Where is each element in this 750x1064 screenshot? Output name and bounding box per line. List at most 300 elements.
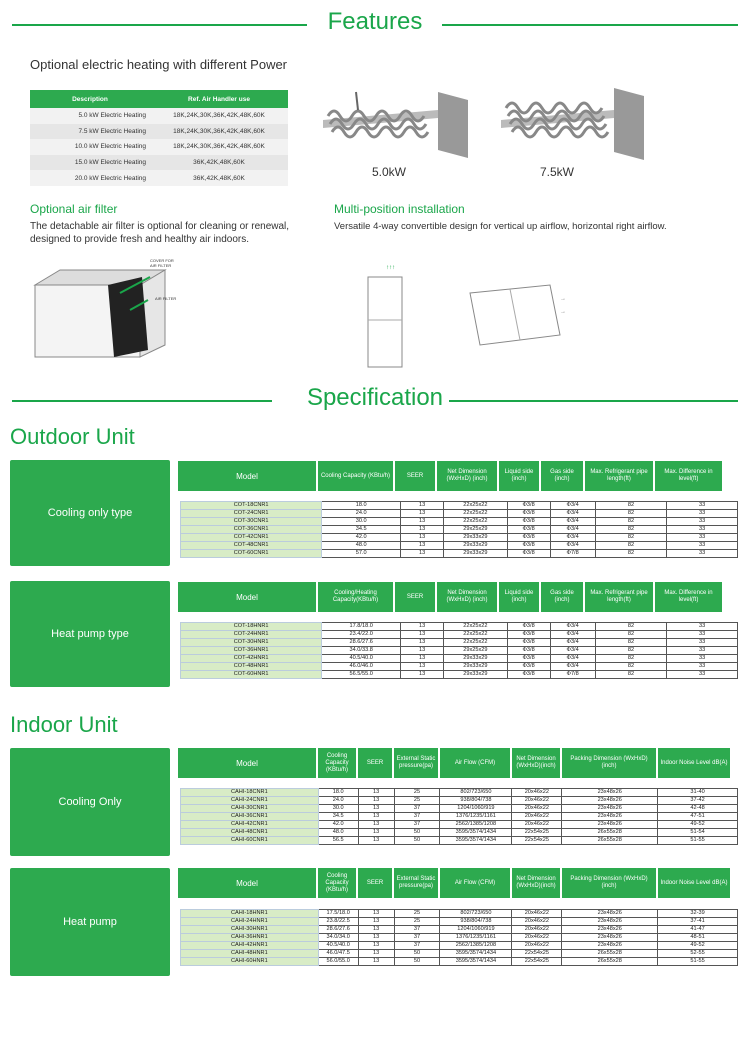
heater-label-7-5kw: 7.5kW	[540, 165, 575, 179]
model-cell: COT-42CNR1	[181, 534, 322, 542]
table-cell: 33	[667, 518, 738, 526]
outdoor-heat-header	[178, 582, 738, 612]
model-cell: CAHI-36CNR1	[181, 813, 319, 821]
table-cell: 22x25x22	[444, 510, 507, 518]
table-cell: 48.0	[322, 542, 401, 550]
table-cell: 41-47	[658, 926, 738, 934]
table-cell: 37	[394, 813, 440, 821]
table-cell: 29x33x29	[444, 534, 507, 542]
table-row	[181, 550, 738, 558]
table-cell: 17.8/18.0	[322, 623, 401, 631]
table-cell: 22x25x22	[444, 623, 507, 631]
table-row	[181, 918, 738, 926]
model-cell: CAHI-24HNR1	[181, 918, 319, 926]
table-row	[181, 958, 738, 966]
table-cell: 47-51	[658, 813, 738, 821]
installation-diagram	[360, 255, 590, 375]
filter-heading: Optional air filter	[30, 202, 118, 216]
table-cell: Φ3/4	[550, 655, 595, 663]
table-cell: 33	[667, 526, 738, 534]
table-cell: 13	[358, 797, 394, 805]
table-cell: 23x48x26	[562, 805, 658, 813]
table-cell: 1376/1235/1161	[440, 813, 512, 821]
table-cell: 82	[595, 663, 667, 671]
table-cell: Φ3/4	[550, 542, 595, 550]
table-cell: 22x25x22	[444, 502, 507, 510]
model-cell: CAHI-30CNR1	[181, 805, 319, 813]
table-cell: Φ3/4	[550, 663, 595, 671]
column-header: Max. Refrigerant pipe length(ft)	[585, 582, 653, 612]
table-cell: 25	[394, 910, 440, 918]
table-cell: Φ3/8	[507, 639, 550, 647]
model-cell: COT-30CNR1	[181, 518, 322, 526]
table-cell: 25	[394, 789, 440, 797]
table-cell: 13	[401, 647, 444, 655]
table-cell: Φ3/4	[550, 623, 595, 631]
table-cell: 26x55x28	[562, 837, 658, 845]
table-cell: 82	[595, 510, 667, 518]
table-cell: 24.0	[318, 797, 358, 805]
table-cell: 57.0	[322, 550, 401, 558]
table-cell: 51-55	[658, 837, 738, 845]
table-cell: Φ3/8	[507, 550, 550, 558]
table-cell: 13	[401, 542, 444, 550]
table-cell: 13	[401, 663, 444, 671]
table-cell: 25	[394, 797, 440, 805]
table-cell: 32-39	[658, 910, 738, 918]
table-cell: 26x55x28	[562, 829, 658, 837]
table-cell: 802/723/650	[440, 789, 512, 797]
table-row	[181, 534, 738, 542]
table-cell: 18K,24K,30K,36K,42K,48K,60K	[150, 139, 288, 155]
table-cell: 802/723/650	[440, 910, 512, 918]
outdoor-heat-label: Heat pump type	[10, 581, 170, 687]
table-row	[181, 934, 738, 942]
table-cell: 37-42	[658, 797, 738, 805]
table-cell: Φ3/8	[507, 655, 550, 663]
column-header: Model	[178, 868, 316, 898]
table-cell: 37	[394, 821, 440, 829]
table-cell: 13	[401, 510, 444, 518]
table-cell: Φ3/4	[550, 502, 595, 510]
table-cell: Φ3/4	[550, 510, 595, 518]
table-row	[181, 631, 738, 639]
table-cell: 33	[667, 534, 738, 542]
column-header: Cooling/Heating Capacity(KBtu/h)	[318, 582, 393, 612]
table-cell: 51-54	[658, 829, 738, 837]
table-cell: 3595/3574/1434	[440, 829, 512, 837]
model-cell: COT-30HNR1	[181, 639, 322, 647]
table-cell: 82	[595, 550, 667, 558]
table-cell: 2562/1385/1208	[440, 942, 512, 950]
column-header: Indoor Noise Level dB(A)	[658, 748, 730, 778]
table-cell: 82	[595, 671, 667, 679]
column-header: Indoor Noise Level dB(A)	[658, 868, 730, 898]
outdoor-heat-table	[180, 622, 738, 679]
table-cell: 29x33x29	[444, 663, 507, 671]
table-cell: 23x48x26	[562, 942, 658, 950]
model-cell: CAHI-42HNR1	[181, 942, 319, 950]
table-cell: 30.0	[318, 805, 358, 813]
indoor-cooling-table	[180, 788, 738, 845]
features-header	[0, 10, 750, 40]
model-cell: COT-48HNR1	[181, 663, 322, 671]
table-cell: 13	[401, 502, 444, 510]
table-cell: 29x33x29	[444, 550, 507, 558]
column-header: Max. Difference in level(ft)	[655, 461, 722, 491]
column-header: Model	[178, 582, 316, 612]
table-cell: 18K,24K,30K,36K,42K,48K,60K	[150, 108, 288, 124]
table-cell: 13	[358, 926, 394, 934]
column-header: Liquid side (inch)	[499, 582, 539, 612]
table-cell: 22x54x25	[512, 837, 562, 845]
table-row	[181, 813, 738, 821]
column-header: Packing Dimension (WxHxD)(inch)	[562, 748, 656, 778]
table-cell: Φ3/8	[507, 623, 550, 631]
table-cell: 29x33x29	[444, 671, 507, 679]
outdoor-cooling-header	[178, 461, 738, 491]
table-header: Description	[30, 90, 150, 108]
table-cell: 13	[358, 821, 394, 829]
model-cell: COT-24CNR1	[181, 510, 322, 518]
column-header: External Static pressure(pa)	[394, 748, 438, 778]
model-cell: COT-60CNR1	[181, 550, 322, 558]
model-cell: COT-24HNR1	[181, 631, 322, 639]
column-header: Gas side (inch)	[541, 582, 583, 612]
table-cell: 33	[667, 550, 738, 558]
table-row	[30, 124, 288, 140]
column-header: SEER	[358, 748, 392, 778]
table-cell: 13	[358, 942, 394, 950]
table-cell: 13	[401, 518, 444, 526]
table-cell: Φ3/8	[507, 510, 550, 518]
table-row	[30, 139, 288, 155]
indoor-heat-header	[178, 868, 738, 898]
table-cell: 42.0	[318, 821, 358, 829]
indoor-unit-title: Indoor Unit	[10, 712, 118, 737]
table-cell: 37	[394, 942, 440, 950]
model-cell: CAHI-24CNR1	[181, 797, 319, 805]
outdoor-cooling-table	[180, 501, 738, 558]
table-cell: 23x48x26	[562, 797, 658, 805]
table-row	[181, 926, 738, 934]
table-cell: 13	[358, 837, 394, 845]
table-row	[181, 789, 738, 797]
table-cell: 20x46x22	[512, 934, 562, 942]
table-cell: 40.5/40.0	[318, 942, 358, 950]
table-cell: 23x48x26	[562, 789, 658, 797]
table-cell: 33	[667, 623, 738, 631]
column-header: SEER	[358, 868, 392, 898]
table-row	[181, 950, 738, 958]
table-cell: 22x54x25	[512, 829, 562, 837]
table-cell: 51-55	[658, 958, 738, 966]
table-cell: 13	[358, 910, 394, 918]
model-cell: COT-18CNR1	[181, 502, 322, 510]
column-header: Cooling Capacity (KBtu/h)	[318, 748, 356, 778]
table-cell: 20x46x22	[512, 813, 562, 821]
table-cell: 82	[595, 518, 667, 526]
table-cell: 30.0	[322, 518, 401, 526]
table-cell: 36K,42K,48K,60K	[150, 155, 288, 171]
table-cell: 50	[394, 829, 440, 837]
column-header: SEER	[395, 582, 435, 612]
table-row	[181, 671, 738, 679]
table-cell: 1204/1060/919	[440, 805, 512, 813]
table-cell: 13	[358, 934, 394, 942]
column-header: Max. Difference in level(ft)	[655, 582, 722, 612]
column-header: Gas side (inch)	[541, 461, 583, 491]
table-cell: 13	[358, 829, 394, 837]
table-cell: 20x46x22	[512, 918, 562, 926]
table-cell: 82	[595, 647, 667, 655]
table-cell: Φ7/8	[550, 671, 595, 679]
table-row	[181, 837, 738, 845]
column-header: Air Flow (CFM)	[440, 868, 510, 898]
model-cell: CAHI-18HNR1	[181, 910, 319, 918]
table-cell: Φ3/4	[550, 534, 595, 542]
features-title: Features	[322, 8, 429, 35]
column-header: Cooling Capacity (KBtu/h)	[318, 868, 356, 898]
table-row	[181, 821, 738, 829]
table-cell: 50	[394, 950, 440, 958]
table-row	[30, 170, 288, 186]
indoor-heat-label: Heat pump	[10, 868, 170, 976]
table-cell: 13	[401, 550, 444, 558]
table-cell: 29x25x29	[444, 526, 507, 534]
table-cell: 56.0/55.0	[318, 958, 358, 966]
table-cell: 13	[358, 805, 394, 813]
heating-table	[30, 90, 288, 186]
table-cell: Φ3/4	[550, 518, 595, 526]
table-row	[181, 510, 738, 518]
table-cell: 20x46x22	[512, 910, 562, 918]
svg-text:↑↑↑: ↑↑↑	[386, 265, 395, 271]
column-header: Model	[178, 748, 316, 778]
table-cell: 33	[667, 655, 738, 663]
table-cell: 20x46x22	[512, 789, 562, 797]
table-row	[181, 502, 738, 510]
table-header: Ref. Air Handler use	[150, 90, 288, 108]
table-cell: 50	[394, 958, 440, 966]
indoor-heat-table	[180, 909, 738, 966]
table-cell: 20x46x22	[512, 821, 562, 829]
table-cell: Φ3/8	[507, 663, 550, 671]
table-cell: 13	[401, 526, 444, 534]
table-cell: Φ3/8	[507, 518, 550, 526]
table-cell: 34.5	[322, 526, 401, 534]
table-cell: Φ3/4	[550, 639, 595, 647]
table-cell: 82	[595, 542, 667, 550]
table-cell: 13	[358, 950, 394, 958]
column-header: SEER	[395, 461, 435, 491]
table-cell: 22x25x22	[444, 639, 507, 647]
table-cell: 40.5/40.0	[322, 655, 401, 663]
model-cell: COT-36HNR1	[181, 647, 322, 655]
table-cell: 3595/3574/1434	[440, 950, 512, 958]
table-cell: 20x46x22	[512, 942, 562, 950]
table-row	[181, 647, 738, 655]
svg-text:→: →	[560, 309, 566, 315]
table-row	[30, 155, 288, 171]
table-cell: 23x48x26	[562, 813, 658, 821]
column-header: Net Dimension (WxHxD)(inch)	[512, 748, 560, 778]
table-cell: 26x55x28	[562, 958, 658, 966]
table-cell: 34.5	[318, 813, 358, 821]
table-cell: 48.0	[318, 829, 358, 837]
table-cell: Φ3/4	[550, 631, 595, 639]
table-cell: 82	[595, 631, 667, 639]
table-cell: 37-41	[658, 918, 738, 926]
model-cell: CAHI-36HNR1	[181, 934, 319, 942]
table-cell: 1376/1235/1161	[440, 934, 512, 942]
install-heading: Multi-position installation	[334, 202, 465, 216]
table-cell: 1204/1060/919	[440, 926, 512, 934]
table-cell: Φ3/4	[550, 526, 595, 534]
model-cell: CAHI-60HNR1	[181, 958, 319, 966]
table-cell: 33	[667, 510, 738, 518]
table-cell: 5.0 kW Electric Heating	[30, 108, 150, 124]
table-cell: Φ3/8	[507, 671, 550, 679]
table-cell: 13	[401, 534, 444, 542]
table-row	[181, 518, 738, 526]
table-cell: Φ3/8	[507, 647, 550, 655]
table-cell: 33	[667, 542, 738, 550]
model-cell: CAHI-48CNR1	[181, 829, 319, 837]
table-cell: 13	[358, 918, 394, 926]
table-row	[181, 805, 738, 813]
table-cell: Φ3/8	[507, 631, 550, 639]
table-cell: 20.0 kW Electric Heating	[30, 170, 150, 186]
table-cell: 25	[394, 918, 440, 926]
table-cell: 23x48x26	[562, 934, 658, 942]
model-cell: COT-36CNR1	[181, 526, 322, 534]
table-cell: 22x25x22	[444, 518, 507, 526]
table-cell: 56.5/55.0	[322, 671, 401, 679]
table-cell: 24.0	[322, 510, 401, 518]
table-cell: 18.0	[322, 502, 401, 510]
table-row	[181, 623, 738, 631]
table-cell: 28.6/27.6	[318, 926, 358, 934]
specification-header	[0, 386, 750, 416]
table-cell: 82	[595, 526, 667, 534]
table-row	[30, 108, 288, 124]
table-row	[181, 942, 738, 950]
table-cell: 3595/3574/1434	[440, 958, 512, 966]
table-cell: 48-51	[658, 934, 738, 942]
heating-heading: Optional electric heating with different Power	[30, 57, 288, 72]
table-cell: 31-40	[658, 789, 738, 797]
table-cell: 7.5 kW Electric Heating	[30, 124, 150, 140]
table-cell: 42.0	[322, 534, 401, 542]
table-cell: 13	[358, 789, 394, 797]
table-cell: 22x25x22	[444, 631, 507, 639]
table-cell: 29x25x29	[444, 647, 507, 655]
table-cell: 23.8/22.5	[318, 918, 358, 926]
model-cell: CAHI-30HNR1	[181, 926, 319, 934]
table-cell: 2562/1385/1208	[440, 821, 512, 829]
model-cell: COT-48CNR1	[181, 542, 322, 550]
table-row	[181, 829, 738, 837]
indoor-cooling-label: Cooling Only	[10, 748, 170, 856]
heater-image-5kw	[318, 90, 478, 160]
callout-filter: AIR FILTER	[155, 296, 177, 301]
table-cell: 23x48x26	[562, 926, 658, 934]
column-header: Cooling Capacity (KBtu/h)	[318, 461, 393, 491]
model-cell: COT-42HNR1	[181, 655, 322, 663]
table-cell: 37	[394, 805, 440, 813]
table-cell: 20x46x22	[512, 926, 562, 934]
table-row	[181, 639, 738, 647]
table-cell: 938/804/738	[440, 797, 512, 805]
callout-cover: COVER FOR AIR FILTER	[150, 258, 174, 268]
heater-image-7-5kw	[496, 86, 656, 162]
table-cell: 28.6/27.6	[322, 639, 401, 647]
heater-label-5kw: 5.0kW	[372, 165, 407, 179]
outdoor-cooling-label: Cooling only type	[10, 460, 170, 566]
table-cell: 33	[667, 631, 738, 639]
table-cell: Φ7/8	[550, 550, 595, 558]
table-cell: 49-52	[658, 821, 738, 829]
table-cell: 13	[358, 958, 394, 966]
table-cell: 26x55x28	[562, 950, 658, 958]
table-cell: 82	[595, 655, 667, 663]
table-cell: 23x48x26	[562, 821, 658, 829]
table-cell: 82	[595, 534, 667, 542]
table-cell: 33	[667, 647, 738, 655]
model-cell: COT-18HNR1	[181, 623, 322, 631]
column-header: Liquid side (inch)	[499, 461, 539, 491]
install-text: Versatile 4-way convertible design for vertical up airflow, horizontal right airflow.	[334, 221, 667, 232]
table-cell: 15.0 kW Electric Heating	[30, 155, 150, 171]
table-cell: 82	[595, 639, 667, 647]
table-cell: 13	[401, 631, 444, 639]
table-cell: 13	[401, 623, 444, 631]
table-cell: 34.0/34.0	[318, 934, 358, 942]
table-cell: 20x46x22	[512, 797, 562, 805]
column-header: Net Dimension (WxHxD)(inch)	[512, 868, 560, 898]
table-cell: Φ3/4	[550, 647, 595, 655]
table-row	[181, 910, 738, 918]
table-cell: 36K,42K,48K,60K	[150, 170, 288, 186]
column-header: Net Dimension (WxHxD) (inch)	[437, 582, 497, 612]
table-cell: 13	[401, 639, 444, 647]
column-header: Air Flow (CFM)	[440, 748, 510, 778]
table-row	[181, 663, 738, 671]
table-cell: 29x33x29	[444, 542, 507, 550]
table-cell: 20x46x22	[512, 805, 562, 813]
table-cell: 82	[595, 623, 667, 631]
table-cell: 29x33x29	[444, 655, 507, 663]
table-cell: 33	[667, 502, 738, 510]
table-row	[181, 542, 738, 550]
table-cell: 56.5	[318, 837, 358, 845]
table-cell: 22x54x25	[512, 958, 562, 966]
table-cell: 49-52	[658, 942, 738, 950]
column-header: Max. Refrigerant pipe length(ft)	[585, 461, 653, 491]
table-cell: 46.0/46.0	[322, 663, 401, 671]
table-cell: 13	[401, 671, 444, 679]
svg-text:→: →	[560, 296, 566, 302]
table-cell: 42-48	[658, 805, 738, 813]
specification-title: Specification	[301, 384, 449, 411]
table-cell: 938/804/738	[440, 918, 512, 926]
model-cell: CAHI-42CNR1	[181, 821, 319, 829]
table-cell: Φ3/8	[507, 542, 550, 550]
table-cell: 50	[394, 837, 440, 845]
table-row	[181, 655, 738, 663]
model-cell: CAHI-60CNR1	[181, 837, 319, 845]
